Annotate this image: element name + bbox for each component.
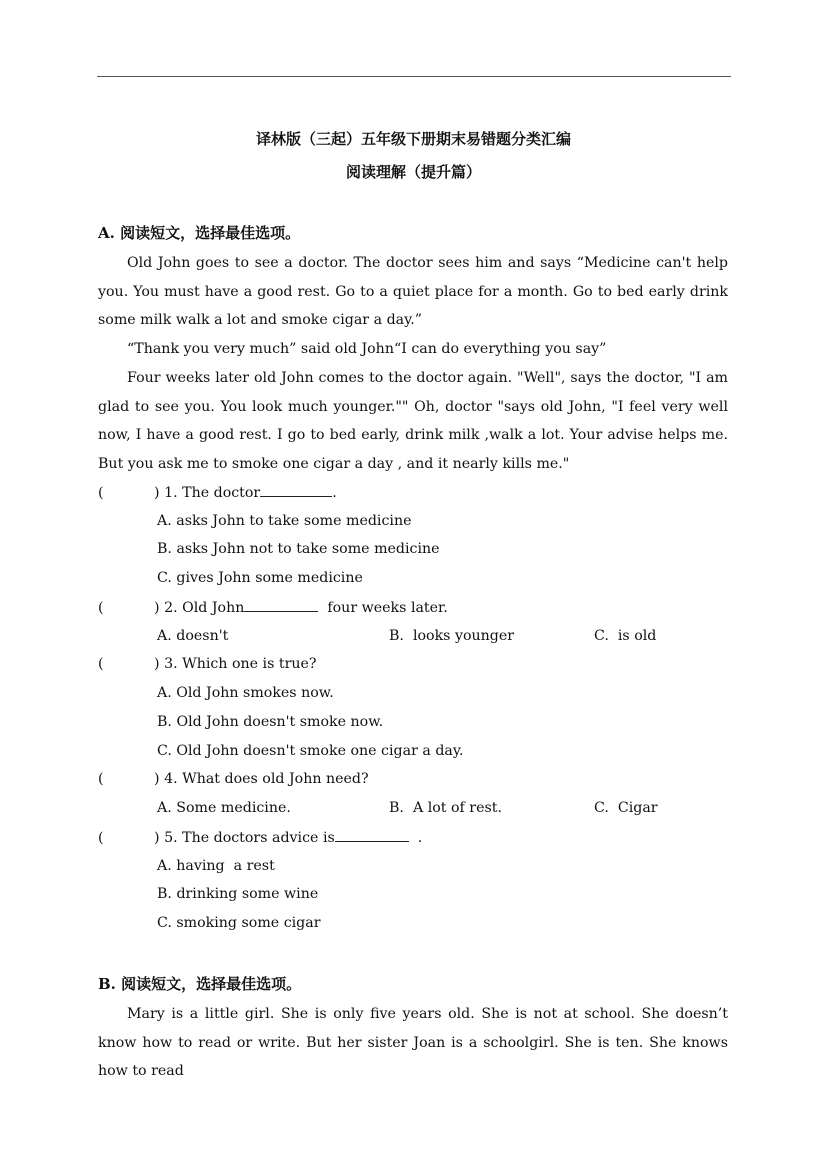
option-c: C. is old	[594, 628, 657, 644]
question-stem: 3. Which one is true?	[164, 656, 317, 672]
answer-paren-open: (	[98, 830, 104, 846]
question-1	[98, 484, 337, 501]
question-3	[98, 656, 317, 672]
question-5	[98, 829, 422, 846]
option-b: B. looks younger	[389, 628, 515, 644]
question-2	[98, 599, 448, 616]
passage-paragraph: Mary is a little girl. She is only five years old. She is not at school. She doesn’t know how to read or write. But her sister Joan is a schoolgirl. She is ten. She knows how to read	[98, 1006, 728, 1080]
option-c: C. gives John some medicine	[157, 570, 363, 586]
passage-paragraph: Old John goes to see a doctor. The doctor sees him and says “Medicine can't help you. You must have a good rest. Go to a quiet place for a month. Go to bed early drink some milk walk a lot and smoke cigar a day.”	[98, 255, 728, 329]
answer-paren-close: )	[154, 771, 160, 787]
header-rule	[97, 76, 731, 77]
question-4	[98, 771, 369, 787]
passage-paragraph: Four weeks later old John comes to the doctor again. "Well", says the doctor, "I am glad to see you. You look much younger."" Oh, doctor "says old John, "I feel very well now, I have a good rest. I go to bed early, drink milk ,walk a lot. Your advise helps me. But you ask me to smoke one cigar a day , and it nearly kills me."	[98, 369, 728, 472]
section-a-heading: A. 阅读短文，选择最佳选项。	[98, 224, 301, 242]
section-b-passage	[98, 1000, 728, 1086]
answer-paren-open: (	[98, 485, 104, 501]
document-title: 译林版（三起）五年级下册期末易错题分类汇编	[255, 130, 571, 148]
answer-paren-close: )	[154, 830, 160, 846]
option-b: B. Old John doesn't smoke now.	[157, 714, 384, 730]
document-subtitle: 阅读理解（提升篇）	[345, 163, 481, 181]
question-stem-after: .	[332, 485, 337, 501]
option-a: A. Some medicine.	[157, 800, 291, 816]
question-stem: 5. The doctors advice is	[164, 830, 335, 846]
question-stem-after: four weeks later.	[318, 600, 448, 616]
option-a: A. doesn't	[157, 628, 229, 644]
question-stem-after: .	[408, 830, 423, 846]
answer-blank[interactable]	[335, 829, 409, 842]
question-stem: 4. What does old John need?	[164, 771, 369, 787]
option-b: B. A lot of rest.	[389, 800, 502, 816]
answer-paren-close: )	[154, 485, 160, 501]
option-b: B. drinking some wine	[157, 886, 319, 902]
section-a-passage	[98, 249, 728, 479]
section-b-heading: B. 阅读短文，选择最佳选项。	[98, 975, 302, 993]
option-a: A. asks John to take some medicine	[157, 513, 412, 529]
answer-paren-open: (	[98, 600, 104, 616]
answer-paren-close: )	[154, 600, 160, 616]
question-stem: 1. The doctor	[164, 485, 261, 501]
answer-blank[interactable]	[244, 599, 318, 612]
option-c: C. Cigar	[594, 800, 658, 816]
option-a: A. having a rest	[157, 858, 275, 874]
option-a: A. Old John smokes now.	[157, 685, 334, 701]
answer-paren-close: )	[154, 656, 160, 672]
answer-paren-open: (	[98, 771, 104, 787]
answer-blank[interactable]	[260, 484, 332, 497]
question-stem: 2. Old John	[164, 600, 245, 616]
option-c: C. Old John doesn't smoke one cigar a day.	[157, 743, 464, 759]
answer-paren-open: (	[98, 656, 104, 672]
option-c: C. smoking some cigar	[157, 915, 321, 931]
passage-paragraph: “Thank you very much” said old John“I can do everything you say”	[127, 341, 607, 358]
option-b: B. asks John not to take some medicine	[157, 541, 440, 557]
